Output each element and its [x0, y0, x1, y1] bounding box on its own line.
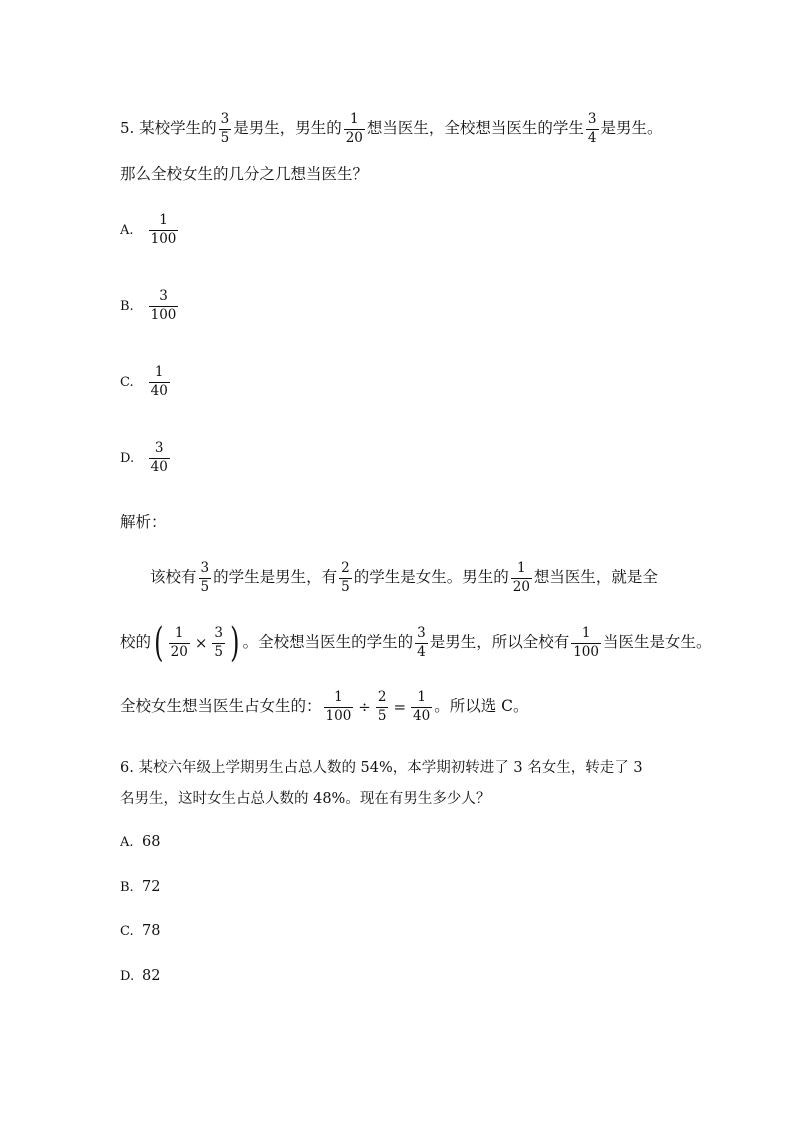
option-label: C. — [120, 924, 134, 939]
divide-operator: ÷ — [358, 698, 371, 716]
analysis-fraction — [411, 691, 432, 723]
fraction-numerator: 3 — [214, 625, 223, 641]
analysis-text: 是男生，所以全校有 — [429, 633, 570, 651]
q5-option-c[interactable] — [120, 366, 172, 398]
q6-option-d[interactable] — [120, 966, 160, 987]
fraction-denominator: 20 — [512, 578, 530, 595]
fraction-numerator: 2 — [377, 689, 387, 705]
fraction-numerator: 2 — [341, 560, 350, 576]
equals-operator: = — [393, 698, 407, 716]
q5-option-b[interactable] — [120, 290, 180, 322]
option-label: C. — [120, 375, 134, 390]
fraction-denominator: 5 — [214, 643, 223, 660]
option-label: A. — [120, 223, 134, 238]
fraction-denominator: 20 — [345, 129, 363, 146]
q6-option-c[interactable] — [120, 921, 160, 942]
analysis-heading: 解析： — [120, 513, 167, 531]
q6-option-b[interactable] — [120, 877, 160, 898]
fraction-denominator: 5 — [377, 707, 387, 724]
fraction-denominator: 40 — [150, 382, 168, 399]
fraction-numerator: 1 — [154, 364, 164, 380]
analysis-fraction — [339, 562, 352, 594]
fraction-denominator: 4 — [417, 643, 426, 660]
q6-stem-line1: 6. 某校六年级上学期男生占总人数的 54%，本学期初转进了 3 名女生，转走了 3 — [120, 760, 643, 776]
analysis-para-1 — [150, 562, 658, 594]
analysis-fraction — [376, 691, 389, 723]
q5-text-2: 是男生，男生的 — [233, 119, 342, 137]
option-label: D. — [120, 451, 135, 466]
fraction-numerator: 3 — [159, 288, 168, 304]
option-value: 72 — [142, 879, 161, 895]
analysis-text: 该校有 — [150, 568, 197, 586]
analysis-fraction — [324, 691, 354, 723]
q5-fraction-1 — [219, 113, 232, 145]
analysis-fraction — [169, 627, 190, 659]
times-operator: × — [194, 634, 208, 652]
option-label: B. — [120, 299, 134, 314]
fraction-denominator: 40 — [413, 707, 431, 724]
fraction-numerator: 1 — [174, 625, 184, 641]
option-fraction — [149, 442, 170, 474]
option-label: D. — [120, 969, 135, 984]
fraction-numerator: 3 — [154, 440, 164, 456]
analysis-text: 当医生是女生。 — [603, 633, 712, 651]
analysis-text: 的学生是男生，有 — [213, 568, 338, 586]
option-fraction — [149, 214, 179, 246]
q6-stem-line2: 名男生，这时女生占总人数的 48%。现在有男生多少人？ — [120, 791, 491, 807]
fraction-numerator: 3 — [417, 625, 426, 641]
fraction-numerator: 1 — [159, 212, 168, 228]
q5-number: 5. — [120, 119, 135, 137]
q5-fraction-2 — [344, 113, 365, 145]
q5-text-4: 是男生。 — [600, 119, 663, 137]
analysis-fraction — [511, 562, 532, 594]
fraction-numerator: 3 — [220, 111, 230, 127]
analysis-fraction — [571, 627, 601, 659]
fraction-numerator: 1 — [350, 111, 359, 127]
right-paren: ) — [230, 620, 240, 666]
fraction-numerator: 3 — [200, 560, 210, 576]
option-fraction — [149, 366, 170, 398]
analysis-fraction — [212, 627, 225, 659]
analysis-text: 。全校想当医生的学生的 — [242, 633, 414, 651]
q5-option-d[interactable] — [120, 442, 172, 474]
fraction-denominator: 40 — [150, 458, 168, 475]
fraction-denominator: 100 — [573, 643, 599, 660]
fraction-numerator: 3 — [587, 111, 597, 127]
option-value: 78 — [142, 923, 161, 939]
fraction-numerator: 1 — [417, 689, 426, 705]
fraction-denominator: 100 — [150, 306, 177, 323]
q5-option-a[interactable] — [120, 214, 180, 246]
analysis-fraction — [199, 562, 212, 594]
fraction-numerator: 1 — [334, 689, 343, 705]
analysis-para-3 — [120, 691, 529, 723]
q5-fraction-3 — [586, 113, 599, 145]
fraction-denominator: 4 — [587, 129, 597, 146]
fraction-denominator: 20 — [170, 643, 188, 660]
q5-text-3: 想当医生，全校想当医生的学生 — [366, 119, 584, 137]
left-paren: ( — [154, 620, 164, 666]
fraction-denominator: 5 — [220, 129, 230, 146]
analysis-text: 的学生是女生。男生的 — [353, 568, 509, 586]
q5-text-1: 某校学生的 — [139, 119, 217, 137]
analysis-fraction — [415, 627, 428, 659]
q6-option-a[interactable] — [120, 832, 160, 853]
fraction-denominator: 100 — [150, 230, 177, 247]
option-fraction — [149, 290, 179, 322]
fraction-denominator: 5 — [341, 578, 350, 595]
q5-stem-line1 — [120, 113, 663, 145]
fraction-numerator: 1 — [517, 560, 526, 576]
fraction-denominator: 5 — [200, 578, 210, 595]
option-value: 68 — [142, 834, 161, 850]
fraction-numerator: 1 — [581, 625, 591, 641]
fraction-denominator: 100 — [325, 707, 352, 724]
analysis-text: 想当医生，就是全 — [533, 568, 658, 586]
analysis-text: 校的 — [120, 633, 152, 651]
q5-stem-line2: 那么全校女生的几分之几想当医生？ — [120, 165, 369, 183]
analysis-para-2 — [120, 620, 712, 666]
analysis-text: 全校女生想当医生占女生的： — [120, 697, 322, 715]
option-value: 82 — [142, 968, 161, 984]
option-label: B. — [120, 880, 134, 895]
option-label: A. — [120, 835, 134, 850]
analysis-text: 。所以选 C。 — [434, 697, 529, 715]
